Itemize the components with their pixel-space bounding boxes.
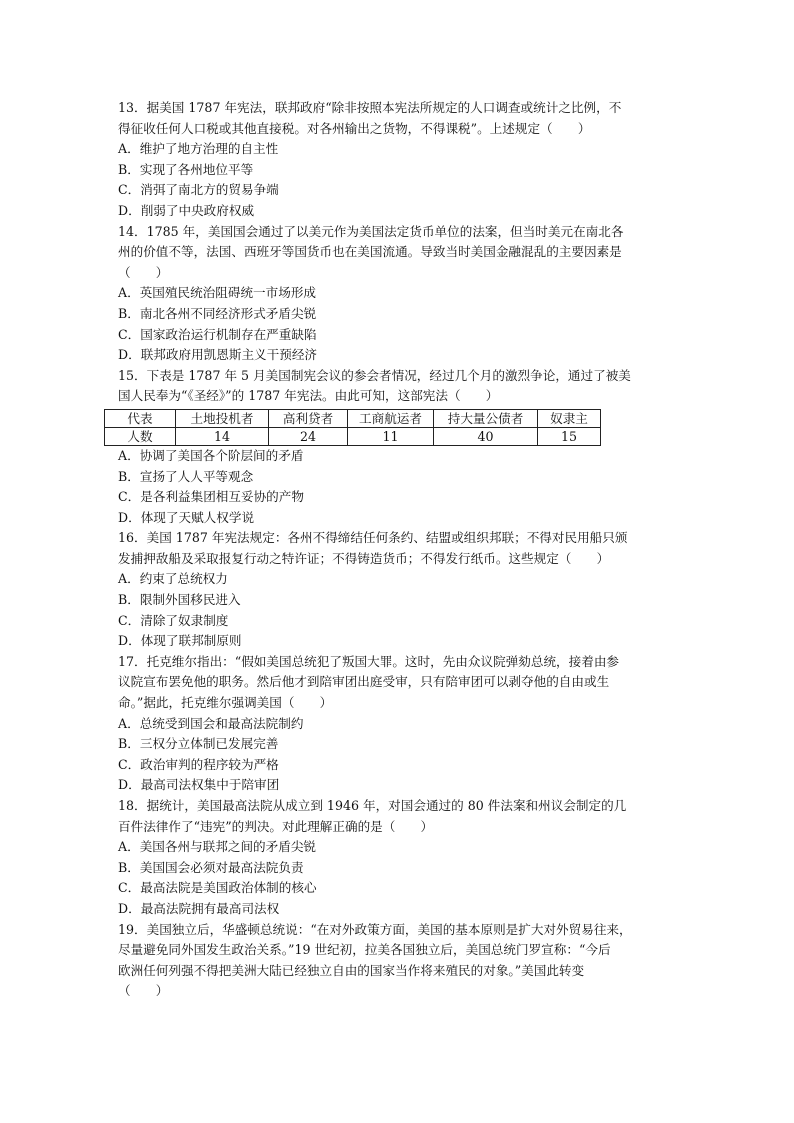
- option-d[interactable]: D．最高司法权集中于陪审团: [118, 777, 280, 793]
- table-cell: 15: [538, 427, 601, 445]
- question-17: [118, 652, 678, 796]
- option-d[interactable]: D．体现了天赋人权学说: [118, 509, 255, 525]
- question-stem-line: 17．托克维尔指出：“假如美国总统犯了叛国大罪。这时，先由众议院弹劾总统，接着由参: [118, 653, 620, 669]
- table-row: [105, 427, 601, 445]
- table-cell: 高利贷者: [269, 409, 348, 427]
- option-b[interactable]: B．三权分立体制已发展完善: [118, 736, 279, 752]
- question-15: [118, 366, 678, 529]
- option-c[interactable]: C．政治审判的程序较为严格: [118, 756, 279, 772]
- delegates-table: [104, 409, 601, 446]
- question-18: [118, 796, 678, 920]
- option-a[interactable]: A．约束了总统权力: [118, 571, 228, 587]
- table-cell: 工商航运者: [348, 409, 434, 427]
- question-stem-line: 欧洲任何列强不得把美洲大陆已经独立自由的国家当作将来殖民的对象。”美国此转变: [118, 962, 585, 978]
- question-stem-line: 命。”据此，托克维尔强调美国（ ）: [118, 695, 333, 711]
- question-stem-line: （ ）: [118, 983, 169, 999]
- question-stem-line: 14．1785 年，美国国会通过了以美元作为美国法定货币单位的法案，但当时美元在南北各: [118, 223, 624, 239]
- option-a[interactable]: A．协调了美国各个阶层间的矛盾: [118, 447, 304, 463]
- option-c[interactable]: C．消弭了南北方的贸易争端: [118, 182, 279, 198]
- option-c[interactable]: C．清除了奴隶制度: [118, 612, 229, 628]
- question-stem-line: 19．美国独立后，华盛顿总统说：“在对外政策方面，美国的基本原则是扩大对外贸易往来，: [118, 921, 632, 937]
- table-cell: 24: [269, 427, 348, 445]
- option-b[interactable]: B．宣扬了人人平等观念: [118, 468, 254, 484]
- question-stem-line: 议院宣布罢免他的职务。然后他才到陪审团出庭受审，只有陪审团可以剥夺他的自由或生: [118, 674, 610, 690]
- question-16: [118, 528, 678, 652]
- option-a[interactable]: A．美国各州与联邦之间的矛盾尖锐: [118, 839, 317, 855]
- question-stem-line: （ ）: [118, 264, 169, 280]
- question-stem-line: 13．据美国 1787 年宪法，联邦政府“除非按照本宪法所规定的人口调查或统计之比例，不: [118, 100, 622, 115]
- question-stem-line: 州的价值不等，法国、西班牙等国货币也在美国流通。导致当时美国金融混乱的主要因素是: [118, 244, 622, 260]
- table-cell: 人数: [105, 427, 176, 445]
- question-stem-line: 18．据统计，美国最高法院从成立到 1946 年，对国会通过的 80 件法案和州议会制定的几: [118, 798, 627, 813]
- option-c[interactable]: C．国家政治运行机制存在严重缺陷: [118, 326, 317, 342]
- option-d[interactable]: D．最高法院拥有最高司法权: [118, 900, 280, 916]
- option-c[interactable]: C．是各利益集团相互妥协的产物: [118, 489, 304, 505]
- question-stem-line: 得征收任何人口税或其他直接税。对各州输出之货物，不得课税”。上述规定（ ）: [118, 120, 591, 136]
- question-stem-line: 尽量避免同外国发生政治关系。”19 世纪初，拉美各国独立后，美国总统门罗宣称：“今后: [118, 942, 611, 958]
- option-d[interactable]: D．联邦政府用凯恩斯主义干预经济: [118, 347, 318, 363]
- question-14: [118, 222, 678, 366]
- question-19: [118, 920, 678, 1002]
- option-b[interactable]: B．南北各州不同经济形式矛盾尖锐: [118, 305, 317, 321]
- table-cell: 40: [434, 427, 538, 445]
- option-c[interactable]: C．最高法院是美国政治体制的核心: [118, 880, 317, 896]
- table-cell: 土地投机者: [176, 409, 269, 427]
- table-cell: 11: [348, 427, 434, 445]
- exam-page: [118, 98, 678, 1002]
- table-cell: 14: [176, 427, 269, 445]
- option-a[interactable]: A．英国殖民统治阻碍统一市场形成: [118, 285, 317, 301]
- table-cell: 代表: [105, 409, 176, 427]
- option-d[interactable]: D．削弱了中央政府权威: [118, 202, 255, 218]
- option-b[interactable]: B．限制外国移民进入: [118, 592, 241, 608]
- question-stem-line: 发捕押敌船及采取报复行动之特许证；不得铸造货币；不得发行纸币。这些规定（ ）: [118, 550, 610, 566]
- option-d[interactable]: D．体现了联邦制原则: [118, 633, 242, 649]
- option-b[interactable]: B．美国国会必须对最高法院负责: [118, 859, 304, 875]
- option-a[interactable]: A．维护了地方治理的自主性: [118, 141, 279, 157]
- question-stem-line: 百件法律作了“违宪”的判决。对此理解正确的是（ ）: [118, 818, 434, 834]
- table-header-row: [105, 409, 601, 427]
- question-13: [118, 98, 678, 222]
- option-a[interactable]: A．总统受到国会和最高法院制约: [118, 715, 304, 731]
- question-stem-line: 15．下表是 1787 年 5 月美国制宪会议的参会者情况，经过几个月的激烈争论，通过了被美: [118, 367, 631, 383]
- question-stem-line: 国人民奉为“《圣经》”的 1787 年宪法。由此可知，这部宪法（ ）: [118, 388, 499, 404]
- table-cell: 奴隶主: [538, 409, 601, 427]
- table-cell: 持大量公债者: [434, 409, 538, 427]
- question-stem-line: 16．美国 1787 年宪法规定：各州不得缔结任何条约、结盟或组织邦联；不得对民用船只颁: [118, 530, 628, 546]
- option-b[interactable]: B．实现了各州地位平等: [118, 161, 254, 177]
